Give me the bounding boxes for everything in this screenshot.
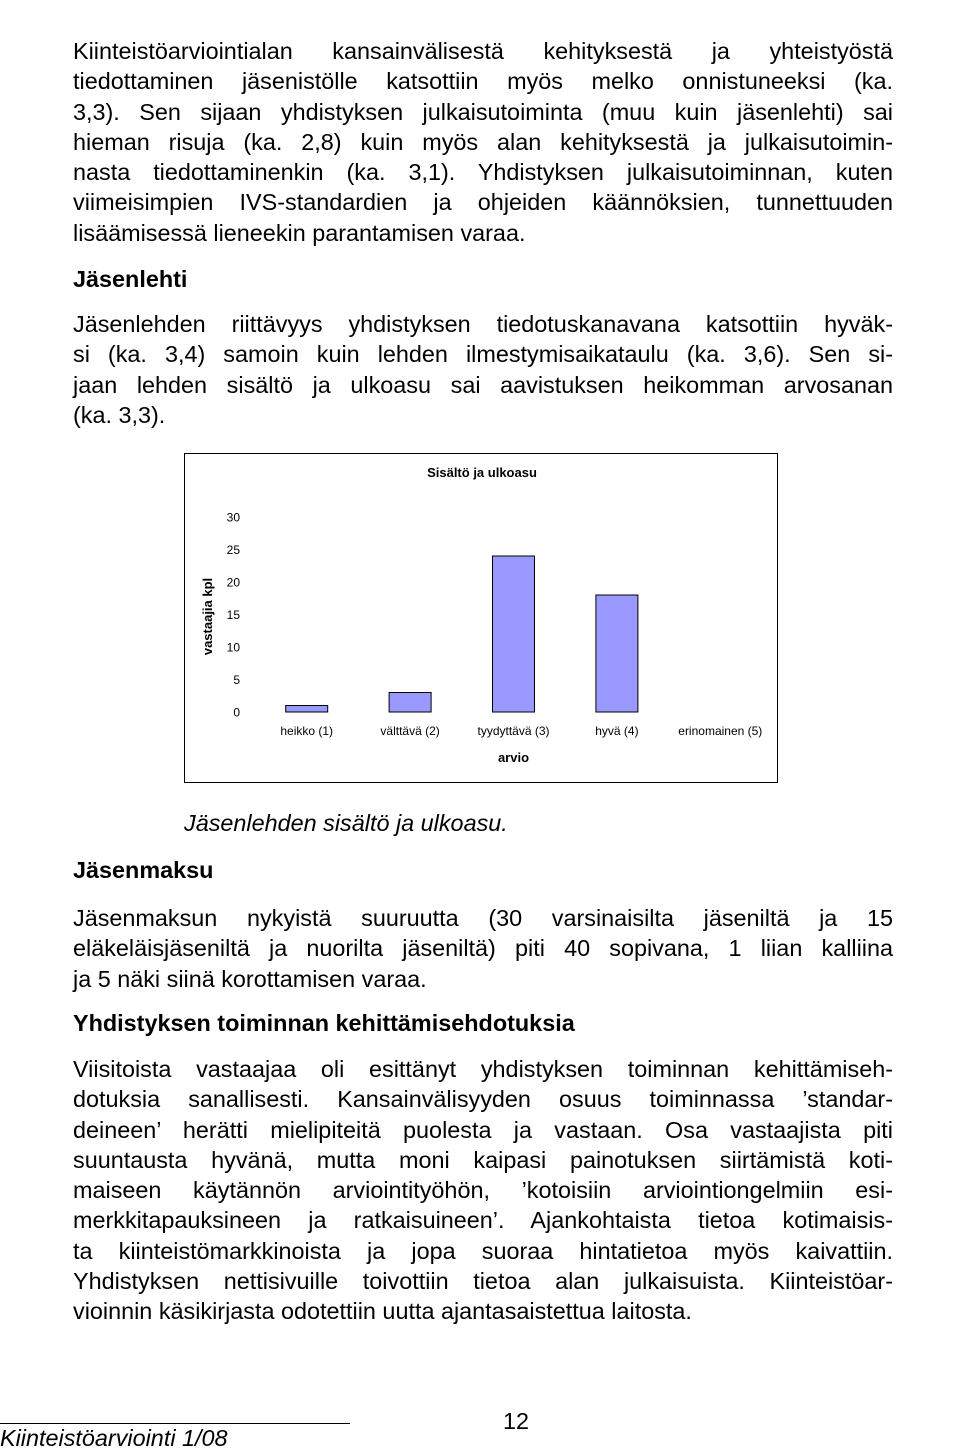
heading-kehittamisehdotuksia: Yhdistyksen toiminnan kehittämisehdotuksia: [73, 1010, 575, 1036]
chart-canvas: [185, 454, 777, 782]
footer-rule: [0, 1423, 350, 1424]
x-tick-label: välttävä (2): [380, 724, 440, 738]
paragraph-evaluation: [73, 36, 893, 248]
text-line: Viisitoista vastaajaa oli esittänyt yhdistyksen toiminnan kehittämiseh-: [73, 1056, 893, 1082]
footer-publication: Kiinteistöarviointi 1/08: [0, 1425, 228, 1451]
figure-caption: Jäsenlehden sisältö ja ulkoasu.: [184, 810, 508, 836]
text-line: tiedottaminen jäsenistölle katsottiin myös melko onnistuneeksi (ka.: [73, 68, 893, 95]
text-line: nasta tiedottaminenkin (ka. 3,1). Yhdistyksen julkaisutoiminnan, kuten: [73, 159, 893, 186]
text-line: Jäsenlehden riittävyys yhdistyksen tiedotuskanavana katsottiin hyväk-: [73, 311, 893, 337]
text-line: 3,3). Sen sijaan yhdistyksen julkaisutoiminta (muu kuin jäsenlehti) sai: [73, 98, 893, 125]
text-line: suuntausta hyvänä, mutta moni kaipasi painotuksen siirtämistä koti-: [73, 1146, 893, 1173]
y-tick-label: 10: [226, 640, 240, 655]
text-line: hieman risuja (ka. 2,8) kuin myös alan kehityksestä ja julkaisutoimin-: [73, 128, 893, 155]
chart-title: Sisältö ja ulkoasu: [427, 465, 537, 480]
text-line: Jäsenmaksun nykyistä suuruutta (30 varsinaisilta jäseniltä ja 15: [73, 905, 893, 931]
x-axis-label: arvio: [497, 750, 530, 765]
text-line: dotuksia sanallisesti. Kansainvälisyyden osuus toiminnassa ’standar-: [73, 1086, 893, 1113]
heading-jasenmaksu: Jäsenmaksu: [73, 857, 214, 883]
y-tick-label: 20: [226, 575, 240, 590]
text-line: jaan lehden sisältö ja ulkoasu sai aavistuksen heikomman arvosanan: [73, 371, 893, 398]
bar-chart: [184, 453, 778, 783]
text-line: maiseen käytännön arviointityöhön, ’kotoisiin arviointiongelmiin esi-: [73, 1177, 893, 1204]
text-line: si (ka. 3,4) samoin kuin lehden ilmestymisaikataulu (ka. 3,6). Sen si-: [73, 341, 893, 368]
bar: [389, 693, 431, 713]
paragraph-jasenlehti: [73, 309, 893, 430]
text-line: ja 5 näki siinä korottamisen varaa.: [73, 965, 427, 992]
text-line: ta kiinteistömarkkinoista ja jopa suoraa hintatietoa myös kaivattiin.: [73, 1237, 893, 1264]
y-tick-label: 30: [226, 510, 240, 525]
x-tick-label: heikko (1): [280, 724, 334, 738]
text-line: merkkitapauksineen ja ratkaisuineen’. Ajankohtaista tietoa kotimaisis-: [73, 1207, 893, 1234]
text-line: deineen’ herätti mielipiteitä puolesta ja vastaan. Osa vastaajista piti: [73, 1116, 893, 1143]
x-tick-label: hyvä (4): [595, 724, 639, 738]
bar: [493, 556, 535, 712]
page-number: 12: [503, 1408, 530, 1434]
paragraph-kehittamisehdotuksia: [73, 1054, 893, 1327]
text-line: (ka. 3,3).: [73, 401, 166, 428]
y-tick-label: 0: [233, 705, 240, 720]
y-tick-label: 25: [226, 543, 240, 557]
text-line: viimeisimpien IVS-standardien ja ohjeiden käännöksien, tunnettuuden: [73, 189, 893, 216]
x-tick-label: erinomainen (5): [678, 724, 763, 738]
bar: [286, 706, 328, 713]
text-line: eläkeläisjäseniltä ja nuorilta jäseniltä) piti 40 sopivana, 1 liian kalliina: [73, 935, 893, 962]
y-tick-label: 15: [226, 608, 240, 622]
paragraph-jasenmaksu: [73, 903, 893, 994]
text-line: Kiinteistöarviointialan kansainvälisestä kehityksestä ja yhteistyöstä: [73, 38, 893, 64]
y-axis-label: vastaajia kpl: [200, 577, 215, 656]
text-line: vioinnin käsikirjasta odotettiin uutta ajantasaistettua laitosta.: [73, 1298, 692, 1325]
y-tick-label: 5: [233, 673, 240, 687]
x-tick-label: tyydyttävä (3): [477, 724, 550, 738]
text-line: lisäämisessä lieneekin parantamisen varaa.: [73, 219, 526, 246]
text-line: Yhdistyksen nettisivuille toivottiin tietoa alan julkaisuista. Kiinteistöar-: [73, 1268, 893, 1295]
bar: [596, 595, 638, 712]
heading-jasenlehti: Jäsenlehti: [73, 266, 188, 292]
